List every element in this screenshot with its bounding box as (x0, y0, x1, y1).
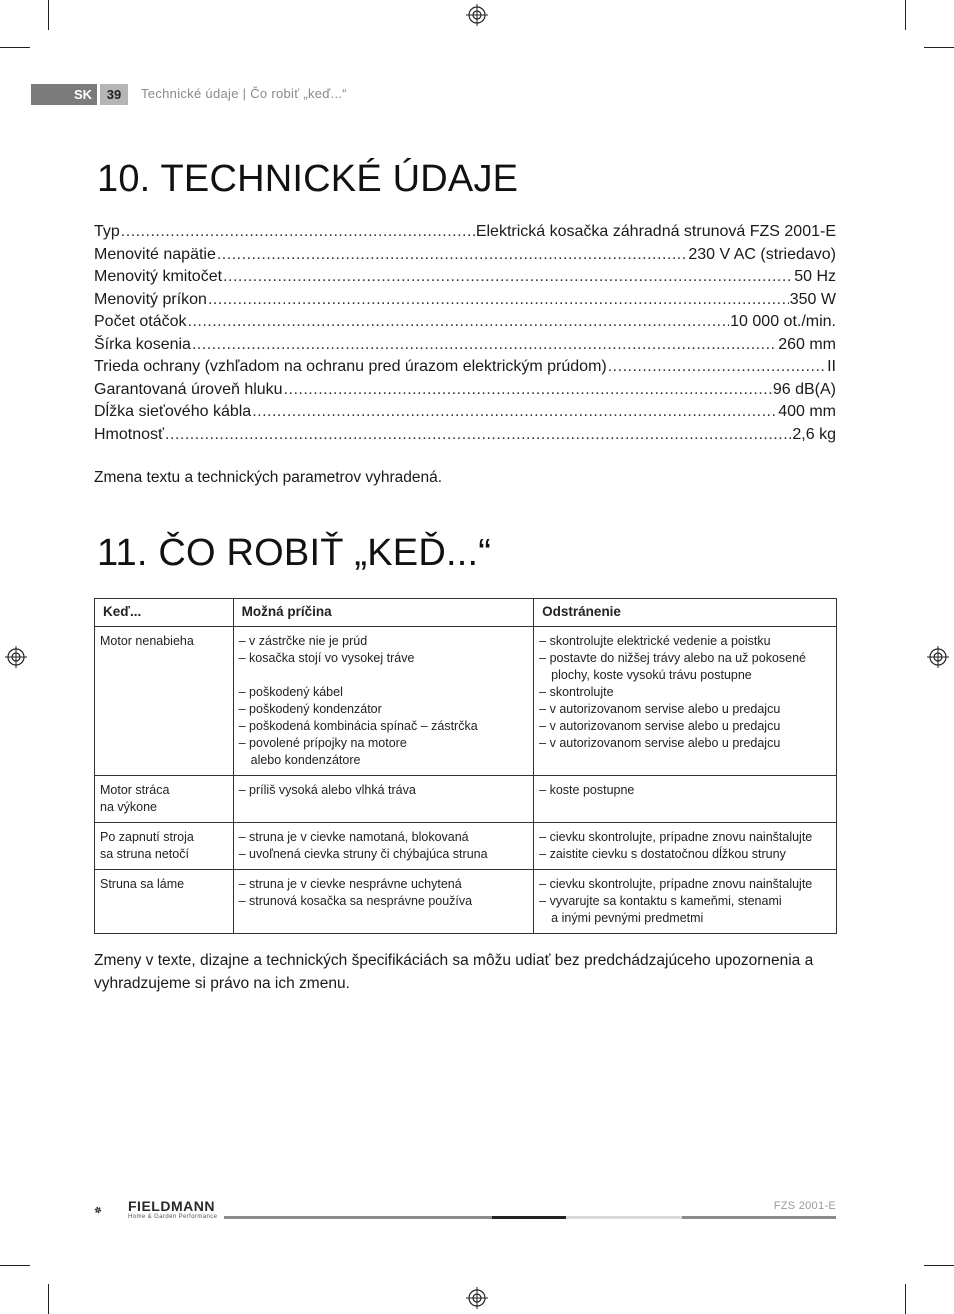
cell-cause (233, 823, 534, 870)
table-row (95, 823, 837, 870)
cell-line: alebo kondenzátore (250, 753, 361, 767)
cell-fix (534, 870, 837, 934)
dot-leader (608, 356, 826, 379)
spec-label: Šírka kosenia (94, 335, 191, 353)
dot-leader (252, 401, 777, 424)
cell-line: – cievku skontrolujte, prípadne znovu nainštalujte (539, 877, 813, 891)
cell-fix (534, 823, 837, 870)
cell-line: – koste postupne (539, 783, 635, 797)
spec-value: II (827, 358, 836, 375)
spec-label: Garantovaná úroveň hluku (94, 380, 283, 398)
cell-line: – postavte do nižšej trávy alebo na už pokosené (539, 651, 807, 665)
dot-leader (165, 424, 791, 447)
dot-leader (217, 244, 688, 267)
crop-mark (905, 1284, 906, 1314)
troubleshooting-table (94, 598, 837, 934)
cell-cause (233, 776, 534, 823)
spec-row (94, 424, 836, 447)
spec-row (94, 401, 836, 424)
cell-line: Motor stráca (100, 783, 170, 797)
cell-line: – v autorizovanom servise alebo u predajcu (539, 719, 781, 733)
language-badge: SK (31, 84, 97, 105)
cell-line: – skontrolujte (539, 685, 614, 699)
spec-label: Hmotnosť (94, 425, 165, 443)
brand-tagline: Home & Garden Performance (128, 1214, 218, 1220)
table-header-row (95, 599, 837, 627)
cell-when (95, 823, 234, 870)
cell-fix (534, 627, 837, 776)
crop-mark (48, 0, 49, 30)
footer-bar-segment (566, 1216, 682, 1219)
spec-value: 96 dB(A) (772, 380, 836, 398)
spec-value: 2,6 kg (792, 425, 836, 443)
spec-value: 10 000 ot./min. (730, 313, 836, 330)
footer-bar-segment (682, 1216, 836, 1219)
cell-line: – uvoľnená cievka struny či chýbajúca struna (238, 847, 488, 861)
cell-line: Po zapnutí stroja (100, 830, 194, 844)
cell-line: – v autorizovanom servise alebo u predajcu (539, 736, 781, 750)
registration-mark-icon (466, 1287, 488, 1309)
column-header-when: Keď... (95, 599, 234, 627)
spec-row (94, 356, 836, 379)
cell-line: – vyvarujte sa kontaktu s kameňmi, stenami (539, 894, 782, 908)
spec-value: 400 mm (778, 403, 836, 420)
spec-list (94, 221, 836, 446)
table-row (95, 627, 837, 776)
final-note: Zmeny v texte, dizajne a technických špecifikáciách sa môžu udiať bez predchádzajúceho upozornenia a vyhradzujeme si právo na ich zmenu. (94, 952, 814, 992)
dot-leader (192, 334, 777, 357)
cell-line: – zaistite cievku s dostatočnou dĺžkou struny (539, 847, 786, 861)
table-row (95, 870, 837, 934)
table-row (95, 776, 837, 823)
cell-line: – strunová kosačka sa nesprávne používa (238, 894, 473, 908)
page-number: 39 (100, 84, 128, 105)
spec-row (94, 221, 836, 244)
cell-line: – skontrolujte elektrické vedenie a poistku (539, 634, 771, 648)
crop-mark (924, 1265, 954, 1266)
crop-mark (924, 47, 954, 48)
cell-line: plochy, koste vysokú trávu postupne (551, 668, 752, 682)
spec-row (94, 289, 836, 312)
brand-name: FIELDMANN (128, 1198, 215, 1214)
cell-when (95, 627, 234, 776)
cell-line: a inými pevnými predmetmi (551, 911, 704, 925)
cell-line: sa struna netočí (100, 847, 189, 861)
spec-row (94, 311, 836, 334)
cell-line: – povolené prípojky na motore (238, 736, 407, 750)
dot-leader (223, 266, 793, 289)
cell-line: – poškodená kombinácia spínač – zástrčka (238, 719, 478, 733)
cell-line: – cievku skontrolujte, prípadne znovu nainštalujte (539, 830, 813, 844)
crop-mark (0, 1265, 30, 1266)
spec-value: 350 W (789, 290, 836, 308)
cell-line: na výkone (100, 800, 157, 814)
spec-label: Počet otáčok (94, 313, 187, 330)
dot-leader (284, 379, 772, 402)
spec-label: Trieda ochrany (vzhľadom na ochranu pred úrazom elektrickým prúdom) (94, 358, 607, 375)
spec-row (94, 244, 836, 267)
registration-mark-icon (927, 646, 949, 668)
footer-bar-segment (492, 1216, 566, 1219)
fan-logo-icon (94, 1194, 126, 1226)
spec-label: Dĺžka sieťového kábla (94, 403, 252, 420)
footer-bar-segment (224, 1216, 492, 1219)
section-title-technical-data: 10. TECHNICKÉ ÚDAJE (97, 158, 519, 200)
dot-leader (121, 221, 475, 244)
spec-label: Menovité napätie (94, 245, 216, 263)
cell-fix (534, 776, 837, 823)
cell-line: Motor nenabieha (100, 634, 194, 648)
section-title-troubleshooting: 11. ČO ROBIŤ „KEĎ...“ (97, 532, 492, 574)
spec-row (94, 379, 836, 402)
cell-line (239, 667, 528, 684)
cell-when (95, 776, 234, 823)
registration-mark-icon (466, 4, 488, 26)
cell-line: – v zástrčke nie je prúd (238, 634, 368, 648)
cell-cause (233, 870, 534, 934)
dot-leader (208, 289, 789, 312)
spec-row (94, 334, 836, 357)
cell-line: – poškodený kondenzátor (238, 702, 382, 716)
spec-value: 50 Hz (794, 268, 836, 285)
cell-when (95, 870, 234, 934)
cell-cause (233, 627, 534, 776)
crop-mark (0, 47, 30, 48)
crop-mark (48, 1284, 49, 1314)
spec-value: Elektrická kosačka záhradná strunová FZS 2001-E (475, 223, 836, 240)
model-number: FZS 2001-E (773, 1200, 836, 1212)
cell-line: Struna sa láme (100, 877, 185, 891)
spec-note: Zmena textu a technických parametrov vyhradená. (94, 469, 443, 486)
cell-line: – struna je v cievke nesprávne uchytená (238, 877, 462, 891)
cell-line: – kosačka stojí vo vysokej tráve (238, 651, 415, 665)
spec-label: Typ (94, 223, 120, 240)
column-header-fix: Odstránenie (534, 599, 837, 627)
spec-label: Menovitý kmitočet (94, 268, 223, 285)
spec-row (94, 266, 836, 289)
spec-label: Menovitý príkon (94, 290, 207, 308)
dot-leader (188, 311, 730, 334)
cell-line: – struna je v cievke namotaná, blokovaná (238, 830, 469, 844)
column-header-cause: Možná príčina (233, 599, 534, 627)
cell-line: – v autorizovanom servise alebo u predajcu (539, 702, 781, 716)
cell-line: – poškodený kábel (238, 685, 343, 699)
running-title: Technické údaje | Čo robiť „keď...“ (141, 86, 347, 101)
cell-line: – príliš vysoká alebo vlhká tráva (238, 783, 416, 797)
spec-value: 230 V AC (striedavo) (688, 245, 836, 263)
spec-value: 260 mm (778, 335, 836, 353)
crop-mark (905, 0, 906, 30)
registration-mark-icon (5, 646, 27, 668)
